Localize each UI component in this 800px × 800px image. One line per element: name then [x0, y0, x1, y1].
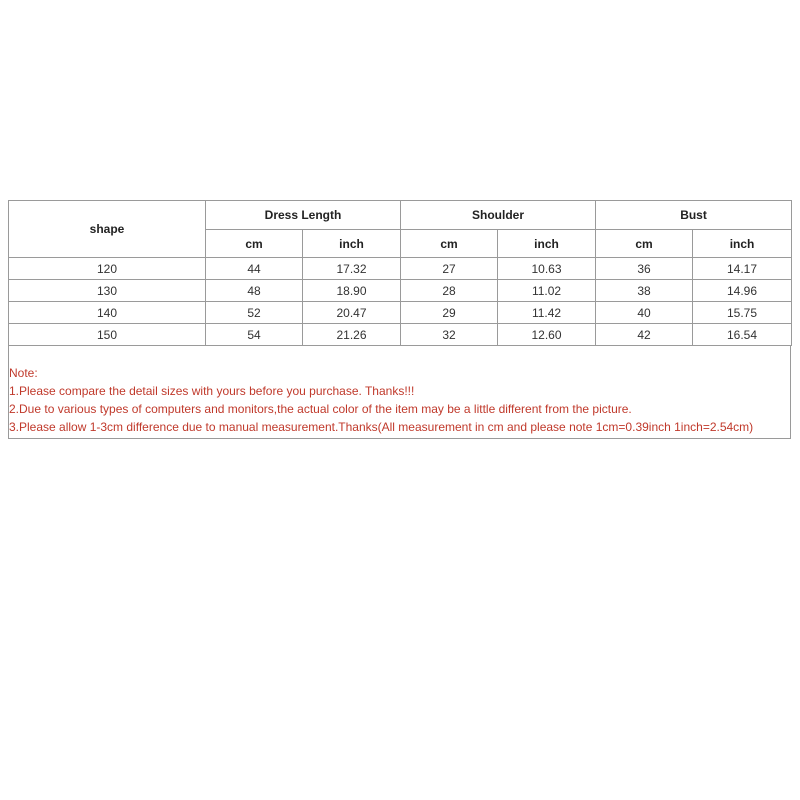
bust-cm-cell: 42: [596, 324, 693, 346]
bust-inch-cell: 14.96: [693, 280, 792, 302]
shape-cell: 150: [9, 324, 206, 346]
shoulder-cm-cell: 29: [401, 302, 498, 324]
shoulder-cm-header: cm: [401, 230, 498, 258]
bust-inch-header: inch: [693, 230, 792, 258]
size-table: [8, 200, 792, 346]
dress-length-inch-header: inch: [303, 230, 401, 258]
bust-cm-cell: 40: [596, 302, 693, 324]
dress-length-cm-cell: 54: [206, 324, 303, 346]
shoulder-inch-cell: 11.42: [498, 302, 596, 324]
size-chart: [8, 200, 791, 439]
table-row: [9, 280, 792, 302]
dress-length-inch-cell: 17.32: [303, 258, 401, 280]
shape-cell: 140: [9, 302, 206, 324]
shoulder-header: Shoulder: [401, 201, 596, 230]
shoulder-inch-header: inch: [498, 230, 596, 258]
shoulder-inch-cell: 11.02: [498, 280, 596, 302]
shoulder-cm-cell: 32: [401, 324, 498, 346]
dress-length-cm-cell: 52: [206, 302, 303, 324]
shoulder-cm-cell: 28: [401, 280, 498, 302]
dress-length-inch-cell: 21.26: [303, 324, 401, 346]
table-row: [9, 324, 792, 346]
bust-header: Bust: [596, 201, 792, 230]
shoulder-inch-cell: 12.60: [498, 324, 596, 346]
dress-length-header: Dress Length: [206, 201, 401, 230]
table-row: [9, 302, 792, 324]
dress-length-inch-cell: 20.47: [303, 302, 401, 324]
dress-length-cm-header: cm: [206, 230, 303, 258]
note-line-2: 2.Due to various types of computers and monitors,the actual color of the item may be a little different from the picture.: [9, 402, 632, 416]
notes-title: Note:: [9, 366, 38, 380]
bust-cm-cell: 38: [596, 280, 693, 302]
note-line-3: 3.Please allow 1-3cm difference due to manual measurement.Thanks(All measurement in cm and please note 1cm=0.39inch 1inch=2.54cm): [9, 420, 754, 434]
bust-cm-header: cm: [596, 230, 693, 258]
shape-cell: 120: [9, 258, 206, 280]
bust-inch-cell: 15.75: [693, 302, 792, 324]
bust-inch-cell: 16.54: [693, 324, 792, 346]
notes-box: [8, 346, 791, 439]
shoulder-inch-cell: 10.63: [498, 258, 596, 280]
dress-length-cm-cell: 44: [206, 258, 303, 280]
shape-header: shape: [9, 201, 206, 258]
bust-inch-cell: 14.17: [693, 258, 792, 280]
shoulder-cm-cell: 27: [401, 258, 498, 280]
header-row-groups: [9, 201, 792, 230]
dress-length-inch-cell: 18.90: [303, 280, 401, 302]
note-line-1: 1.Please compare the detail sizes with yours before you purchase. Thanks!!!: [9, 384, 415, 398]
shape-cell: 130: [9, 280, 206, 302]
bust-cm-cell: 36: [596, 258, 693, 280]
dress-length-cm-cell: 48: [206, 280, 303, 302]
table-row: [9, 258, 792, 280]
